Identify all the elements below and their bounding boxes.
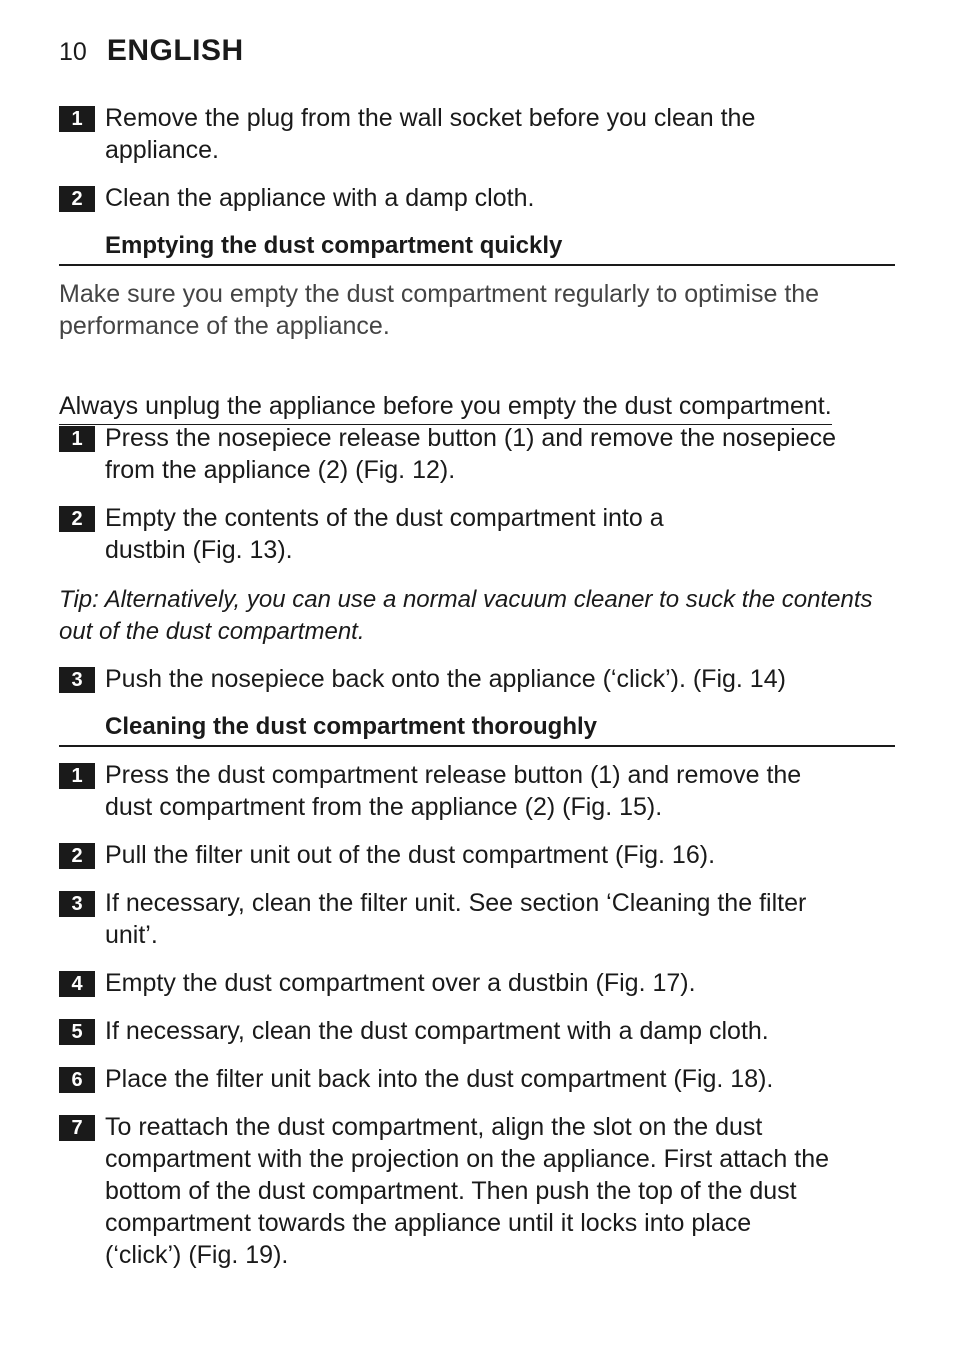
- section-heading-cleaning: [59, 711, 895, 747]
- page-header: [59, 34, 244, 68]
- step-number-badge: 1: [59, 106, 95, 132]
- intro-step-2: [59, 182, 889, 214]
- step-number-badge: 4: [59, 971, 95, 997]
- step-number-badge: 5: [59, 1019, 95, 1045]
- step-number-badge: 2: [59, 506, 95, 532]
- section-heading-emptying: [59, 230, 895, 266]
- cleaning-step-5: [59, 1015, 889, 1047]
- emptying-step-3: [59, 663, 889, 695]
- step-text: Empty the contents of the dust compartment into a dustbin (Fig. 13).: [105, 504, 664, 564]
- step-text: Press the dust compartment release button (1) and remove the dust compartment from the appliance (2) (Fig. 15).: [105, 761, 802, 821]
- step-text: To reattach the dust compartment, align the slot on the dust compartment with the projection on the appliance. First attach the bottom of the dust compartment. Then push the top of the dust compartment towards the appliance until it locks into place (‘click’) (Fig. 19).: [105, 1113, 829, 1269]
- step-number-badge: 6: [59, 1067, 95, 1093]
- language-title: ENGLISH: [106, 34, 244, 67]
- cleaning-step-1: [59, 759, 889, 823]
- emptying-step-1: [59, 422, 889, 486]
- intro-step-1: [59, 102, 889, 166]
- step-number-badge: 7: [59, 1115, 95, 1141]
- section-heading-text: Emptying the dust compartment quickly: [105, 232, 563, 259]
- cleaning-step-2: [59, 839, 889, 871]
- step-text: Press the nosepiece release button (1) and remove the nosepiece from the appliance (2) (Fig. 12).: [105, 424, 837, 484]
- section-note: Make sure you empty the dust compartment regularly to optimise the performance of the appliance.: [59, 280, 820, 340]
- step-text: Remove the plug from the wall socket before you clean the appliance.: [105, 104, 756, 164]
- warning-text: Always unplug the appliance before you empty the dust compartment.: [59, 390, 832, 425]
- tip-text: Tip: Alternatively, you can use a normal vacuum cleaner to suck the contents out of the dust compartment.: [59, 586, 873, 645]
- emptying-step-2: [59, 502, 889, 566]
- cleaning-step-4: [59, 967, 889, 999]
- step-number-badge: 2: [59, 186, 95, 212]
- step-number-badge: 3: [59, 891, 95, 917]
- cleaning-step-7: [59, 1111, 889, 1271]
- step-number-badge: 2: [59, 843, 95, 869]
- step-text: Push the nosepiece back onto the appliance (‘click’). (Fig. 14): [105, 665, 786, 693]
- step-number-badge: 1: [59, 763, 95, 789]
- cleaning-step-3: [59, 887, 889, 951]
- section-heading-text: Cleaning the dust compartment thoroughly: [105, 713, 598, 740]
- step-text: Clean the appliance with a damp cloth.: [105, 184, 535, 212]
- step-text: Place the filter unit back into the dust compartment (Fig. 18).: [105, 1065, 774, 1093]
- step-number-badge: 3: [59, 667, 95, 693]
- step-text: Empty the dust compartment over a dustbin (Fig. 17).: [105, 969, 696, 997]
- step-text: Pull the filter unit out of the dust compartment (Fig. 16).: [105, 841, 716, 869]
- step-text: If necessary, clean the dust compartment with a damp cloth.: [105, 1017, 769, 1045]
- page-number: 10: [59, 38, 87, 66]
- cleaning-step-6: [59, 1063, 889, 1095]
- step-number-badge: 1: [59, 426, 95, 452]
- step-text: If necessary, clean the filter unit. See section ‘Cleaning the filter unit’.: [105, 889, 807, 949]
- warning-paragraph: [59, 358, 889, 425]
